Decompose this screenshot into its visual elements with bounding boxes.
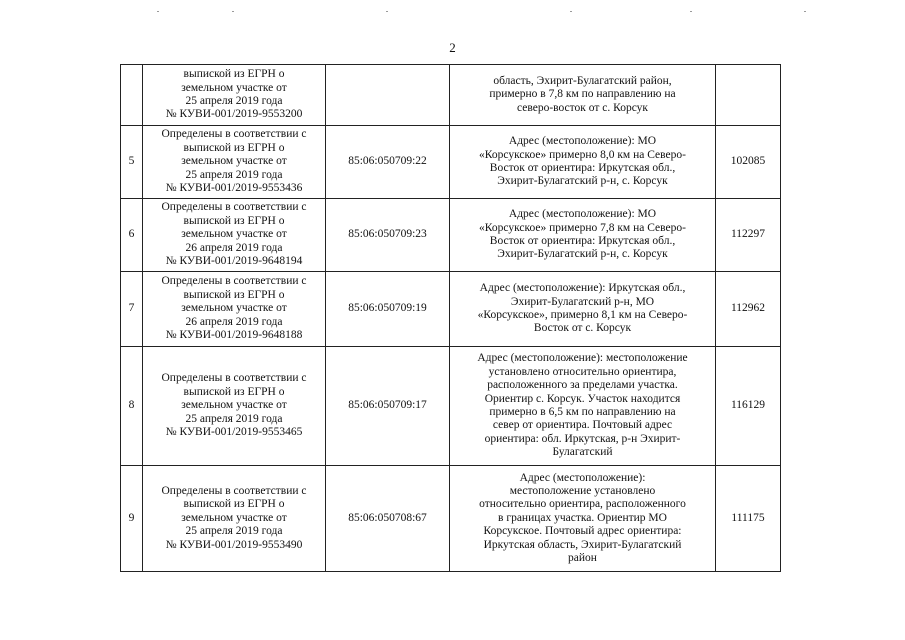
area-cell: 112297: [716, 199, 781, 272]
table-row: [121, 272, 781, 347]
cell-text-line: № КУВИ-001/2019-9648188: [165, 329, 303, 342]
table-row: [121, 65, 781, 126]
cell-text-line: № КУВИ-001/2019-9553200: [165, 108, 303, 121]
cell-text-line: «Корсукское» примерно 8,0 км на Северо-: [479, 148, 686, 161]
cell-text-line: Восток от ориентира: Иркутская обл.,: [489, 235, 676, 247]
cell-text-line: Адрес (местоположение): МО: [508, 208, 657, 221]
cell-text-line: примерно в 7,8 км по направлению на: [489, 88, 676, 101]
basis-cell: [143, 199, 326, 272]
cell-text-line: ориентира: обл. Иркутская, р-н Эхирит-: [484, 432, 681, 445]
cell-text-line: Адрес (местоположение): МО: [508, 135, 657, 148]
cell-text-line: № КУВИ-001/2019-9553436: [165, 182, 303, 195]
cell-text-line: № КУВИ-001/2019-9648194: [165, 255, 303, 268]
page-number: 2: [449, 40, 456, 55]
row-number-cell: 8: [121, 347, 143, 466]
cell-text-line: Эхирит-Булагатский р-н, МО: [510, 295, 655, 308]
basis-cell: [143, 65, 326, 126]
cell-text-line: Адрес (местоположение):: [519, 471, 646, 484]
cell-text-line: 25 апреля 2019 года: [185, 412, 283, 425]
area-cell: 111175: [716, 466, 781, 572]
cell-text-line: № КУВИ-001/2019-9553490: [165, 538, 303, 551]
cell-text-line: Определены в соответствии с: [161, 275, 307, 288]
cell-text-line: Иркутская область, Эхирит-Булагатский: [483, 538, 682, 551]
address-cell: [450, 199, 716, 272]
cell-text-line: выпиской из ЕГРН о: [183, 385, 285, 398]
row-number-cell: 6: [121, 199, 143, 272]
cell-text-line: Корсукское. Почтовый адрес ориентира:: [483, 525, 682, 538]
cell-text-line: выпиской из ЕГРН о: [183, 214, 285, 227]
cell-text-line: область, Эхирит-Булагатский район,: [493, 74, 672, 87]
cell-text-line: Определены в соответствии с: [161, 201, 307, 214]
cell-text-line: Адрес (местоположение): местоположение: [477, 352, 688, 365]
cell-text-line: расположенного за пределами участка.: [487, 379, 678, 392]
cell-text-line: земельном участке от: [181, 511, 287, 524]
cell-text-line: Восток от ориентира: Иркутская обл.,: [489, 162, 676, 174]
address-cell: [450, 126, 716, 199]
row-number-cell: 9: [121, 466, 143, 572]
cadastral-number-cell: 85:06:050709:17: [326, 347, 450, 466]
cell-text-line: земельном участке от: [181, 155, 287, 168]
scan-speck: [386, 11, 388, 12]
cadastral-number-cell: 85:06:050709:22: [326, 126, 450, 199]
table-row: [121, 347, 781, 466]
scan-speck: [690, 11, 692, 12]
cadastral-number-cell: 85:06:050708:67: [326, 466, 450, 572]
area-cell: 102085: [716, 126, 781, 199]
scan-speck: [570, 11, 572, 12]
basis-cell: [143, 466, 326, 572]
cell-text-line: «Корсукское» примерно 7,8 км на Северо-: [479, 221, 686, 234]
cell-text-line: Определены в соответствии с: [161, 484, 307, 497]
cell-text-line: Определены в соответствии с: [161, 372, 307, 385]
table-row: [121, 199, 781, 272]
cell-text-line: Булагатский: [552, 446, 613, 459]
cell-text-line: Адрес (местоположение): Иркутская обл.,: [479, 282, 686, 295]
table-body: [121, 65, 781, 572]
row-number-cell: 5: [121, 126, 143, 199]
area-cell: 116129: [716, 347, 781, 466]
cell-text-line: Восток от с. Корсук: [533, 322, 632, 335]
cell-text-line: Ориентир с. Корсук. Участок находится: [484, 392, 681, 405]
cell-text-line: 26 апреля 2019 года: [185, 315, 283, 328]
cell-text-line: «Корсукское», примерно 8,1 км на Северо-: [477, 309, 688, 321]
basis-cell: [143, 126, 326, 199]
scan-speck: [232, 11, 234, 12]
scan-speck: [804, 11, 806, 12]
cell-text-line: земельном участке от: [181, 228, 287, 241]
cell-text-line: относительно ориентира, расположенного: [479, 498, 686, 511]
cell-text-line: в границах участка. Ориентир МО: [498, 511, 667, 524]
cell-text-line: 25 апреля 2019 года: [185, 95, 283, 107]
cell-text-line: № КУВИ-001/2019-9553465: [165, 426, 303, 439]
cell-text-line: выпиской из ЕГРН о: [183, 141, 285, 154]
cell-text-line: район: [568, 552, 597, 565]
area-cell: [716, 65, 781, 126]
cell-text-line: 25 апреля 2019 года: [185, 168, 283, 181]
scan-speck: [157, 11, 159, 12]
address-cell: [450, 466, 716, 572]
address-cell: [450, 347, 716, 466]
cell-text-line: Эхирит-Булагатский р-н, с. Корсук: [497, 175, 668, 188]
table-row: [121, 126, 781, 199]
cell-text-line: местоположение установлено: [509, 484, 656, 497]
basis-cell: [143, 272, 326, 347]
land-plots-table: [120, 64, 781, 572]
row-number-cell: [121, 65, 143, 126]
cadastral-number-cell: [326, 65, 450, 126]
cell-text-line: примерно в 6,5 км по направлению на: [489, 406, 676, 418]
cadastral-number-cell: 85:06:050709:19: [326, 272, 450, 347]
cell-text-line: 26 апреля 2019 года: [185, 241, 283, 254]
cell-text-line: Эхирит-Булагатский р-н, с. Корсук: [497, 248, 668, 261]
cell-text-line: земельном участке от: [181, 399, 287, 412]
address-cell: [450, 65, 716, 126]
cell-text-line: установлено относительно ориентира,: [488, 365, 677, 378]
cell-text-line: север от ориентира. Почтовый адрес: [492, 419, 673, 432]
cell-text-line: выпиской из ЕГРН о: [183, 68, 285, 81]
address-cell: [450, 272, 716, 347]
cell-text-line: выпиской из ЕГРН о: [183, 288, 285, 301]
cell-text-line: 25 апреля 2019 года: [185, 525, 283, 538]
cell-text-line: северо-восток от с. Корсук: [517, 101, 648, 114]
cell-text-line: выпиской из ЕГРН о: [183, 498, 285, 511]
table-row: [121, 466, 781, 572]
area-cell: 112962: [716, 272, 781, 347]
cell-text-line: Определены в соответствии с: [161, 128, 307, 141]
cell-text-line: земельном участке от: [181, 302, 287, 315]
cell-text-line: земельном участке от: [181, 81, 287, 94]
cadastral-number-cell: 85:06:050709:23: [326, 199, 450, 272]
row-number-cell: 7: [121, 272, 143, 347]
basis-cell: [143, 347, 326, 466]
